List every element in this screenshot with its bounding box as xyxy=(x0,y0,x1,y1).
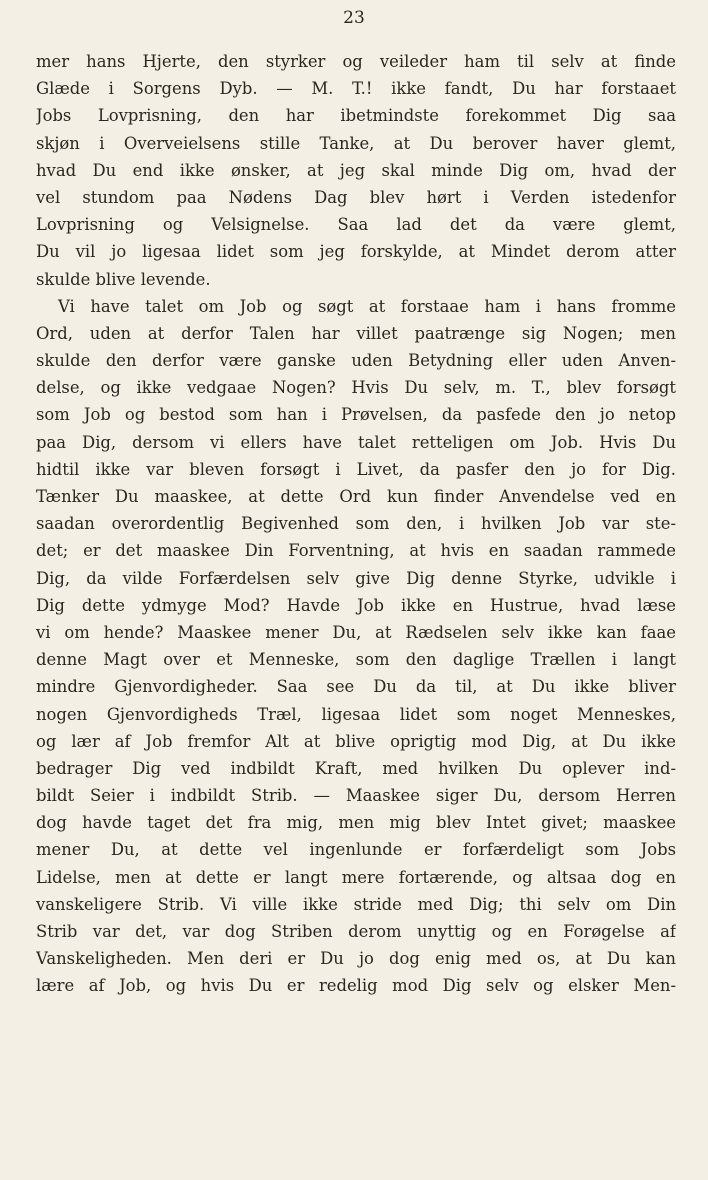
page-number: 23 xyxy=(343,8,365,28)
text-line: lære af Job, og hvis Du er redelig mod Dig selv og elsker Men- xyxy=(36,976,676,996)
text-line: skulde blive levende. xyxy=(36,269,211,289)
text-line: Dig, da vilde Forfærdelsen selv give Dig denne Styrke, udvikle i xyxy=(36,568,676,588)
text-line: Lovprisning og Velsignelse. Saa lad det da være glemt, xyxy=(36,215,676,235)
text-line: bedrager Dig ved indbildt Kraft, med hvilken Du oplever ind- xyxy=(36,758,676,778)
text-line: Lidelse, men at dette er langt mere fortærende, og altsaa dog en xyxy=(36,867,676,887)
text-line: skulde den derfor være ganske uden Betydning eller uden Anven- xyxy=(36,351,676,371)
text-line: det; er det maaskee Din Forventning, at hvis en saadan rammede xyxy=(36,541,676,561)
text-line: dog havde taget det fra mig, men mig blev Intet givet; maaskee xyxy=(36,813,676,833)
text-line: Vi have talet om Job og søgt at forstaae ham i hans fromme xyxy=(58,296,676,316)
text-line: hidtil ikke var bleven forsøgt i Livet, da pasfer den jo for Dig. xyxy=(36,459,676,479)
text-line: mener Du, at dette vel ingenlunde er forfærdeligt som Jobs xyxy=(36,840,676,860)
text-line: Du vil jo ligesaa lidet som jeg forskylde, at Mindet derom atter xyxy=(36,242,676,262)
text-line: mer hans Hjerte, den styrker og veileder ham til selv at finde xyxy=(36,52,676,71)
text-line: vel stundom paa Nødens Dag blev hørt i Verden istedenfor xyxy=(36,187,676,207)
text-line: skjøn i Overveielsens stille Tanke, at Du berover haver glemt, xyxy=(36,133,676,153)
text-line: vanskeligere Strib. Vi ville ikke stride med Dig; thi selv om Din xyxy=(36,894,676,914)
text-line: hvad Du end ikke ønsker, at jeg skal minde Dig om, hvad der xyxy=(36,160,676,180)
text-line: Ord, uden at derfor Talen har villet paatrænge sig Nogen; men xyxy=(36,323,676,343)
text-line: nogen Gjenvordigheds Træl, ligesaa lidet som noget Menneskes, xyxy=(36,704,676,724)
text-line: mindre Gjenvordigheder. Saa see Du da til, at Du ikke bliver xyxy=(36,677,676,697)
text-line: og lær af Job fremfor Alt at blive oprigtig mod Dig, at Du ikke xyxy=(36,731,676,751)
text-line: Dig dette ydmyge Mod? Havde Job ikke en Hustrue, hvad læse xyxy=(36,595,676,615)
text-line: Glæde i Sorgens Dyb. — M. T.! ikke fandt, Du har forstaaet xyxy=(36,79,676,99)
text-line: vi om hende? Maaskee mener Du, at Rædselen selv ikke kan faae xyxy=(36,622,676,642)
text-line: Tænker Du maaskee, at dette Ord kun finder Anvendelse ved en xyxy=(36,487,676,506)
text-line: paa Dig, dersom vi ellers have talet retteligen om Job. Hvis Du xyxy=(36,432,676,452)
text-line: bildt Seier i indbildt Strib. — Maaskee siger Du, dersom Herren xyxy=(36,786,676,806)
text-line: som Job og bestod som han i Prøvelsen, da pasfede den jo netop xyxy=(36,405,676,425)
text-line: Strib var det, var dog Striben derom unyttig og en Forøgelse af xyxy=(36,922,676,941)
text-line: saadan overordentlig Begivenhed som den, i hvilken Job var ste- xyxy=(36,514,676,534)
text-line: denne Magt over et Menneske, som den daglige Trællen i langt xyxy=(36,650,676,670)
text-line: delse, og ikke vedgaae Nogen? Hvis Du selv, m. T., blev forsøgt xyxy=(36,378,676,398)
text-line: Jobs Lovprisning, den har ibetmindste forekommet Dig saa xyxy=(36,106,676,126)
body-text xyxy=(36,48,676,1000)
text-line: Vanskeligheden. Men deri er Du jo dog enig med os, at Du kan xyxy=(36,949,676,969)
